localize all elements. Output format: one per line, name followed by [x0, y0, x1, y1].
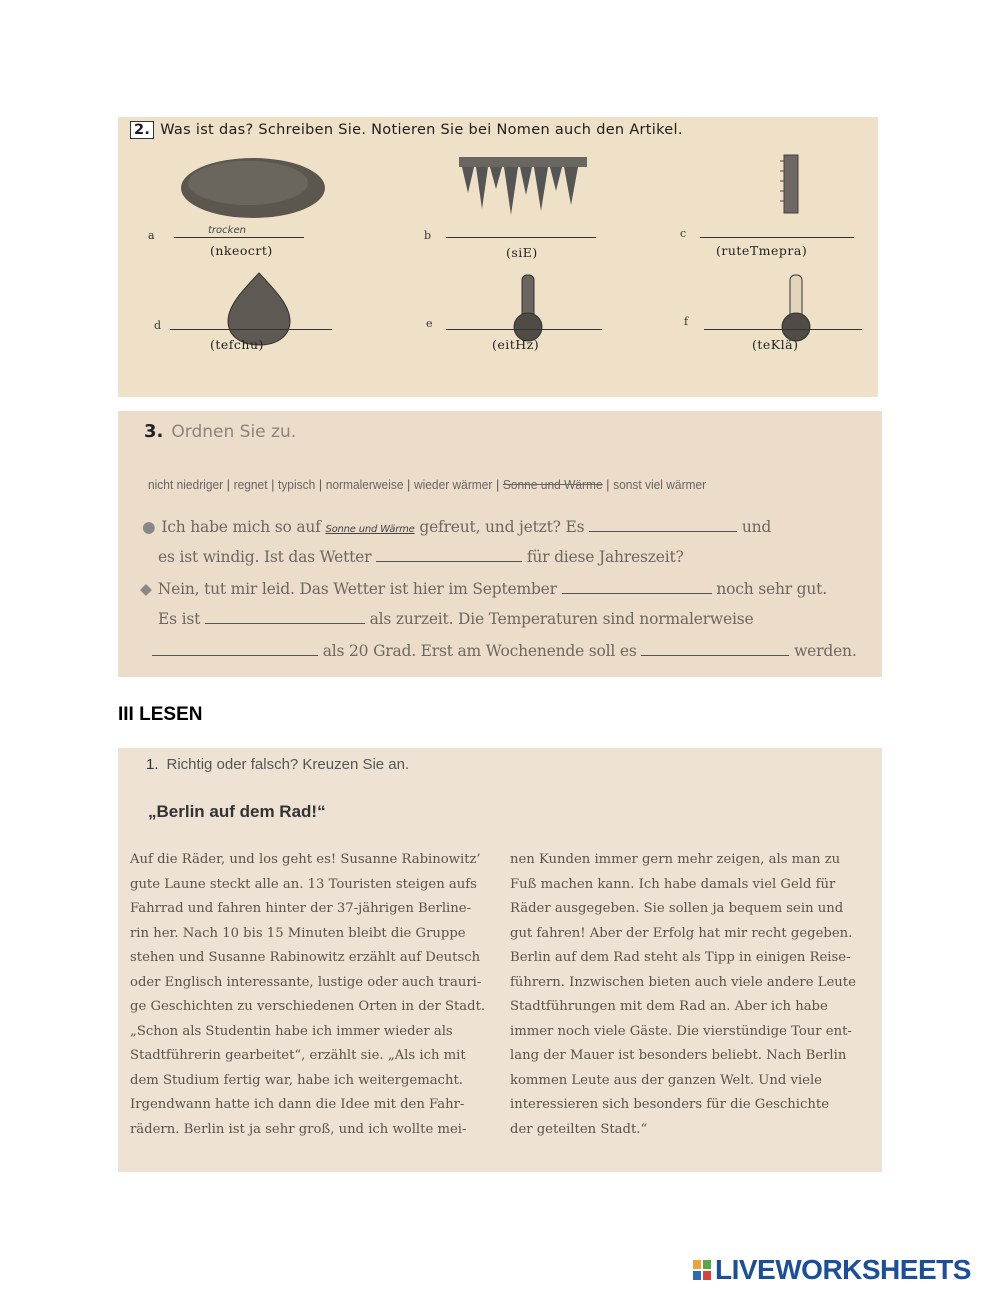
reading-instruction: Richtig oder falsch? Kreuzen Sie an. [166, 756, 410, 773]
article-line: führern. Inzwischen bieten auch viele andere Leute [510, 974, 856, 990]
dialog-text: werden. [794, 642, 857, 660]
article-line: Fuß machen kann. Ich habe damals viel Geld für [510, 876, 836, 892]
item-d [148, 267, 378, 397]
article-line: stehen und Susanne Rabinowitz erzählt auf Deutsch [130, 950, 481, 965]
article-line: rin her. Nach 10 bis 15 Minuten bleibt die Gruppe [130, 925, 466, 941]
article-column-right [510, 848, 870, 1142]
exercise-2-panel [118, 117, 878, 397]
liveworksheets-logo [692, 1254, 971, 1286]
word-bank-item: wieder wärmer [413, 477, 493, 492]
word-bank: nicht niedriger | regnet | typisch | normalerweise | wieder wärmer | Sonne und Wärme | sonst viel wärmer [148, 477, 707, 492]
section-title: III LESEN [118, 704, 203, 725]
item-a-hint: (nkeocrt) [210, 243, 273, 258]
article-line: Irgendwann hatte ich dann die Idee mit den Fahr- [130, 1097, 465, 1112]
article-line: Berlin auf dem Rad steht als Tipp in einigen Reise- [510, 950, 851, 965]
article-line: der geteilten Stadt.“ [510, 1121, 648, 1137]
article-line: Auf die Räder, und los geht es! Susanne Rabinowitz’ [130, 852, 481, 867]
article-line: lang der Mauer ist besonders beliebt. Nach Berlin [510, 1048, 847, 1063]
dialog-text: als 20 Grad. Erst am Wochenende soll es [322, 642, 637, 660]
dialog-text: als zurzeit. Die Temperaturen sind normalerweise [369, 610, 754, 628]
article-line: Räder ausgegeben. Sie sollen ja bequem sein und [510, 901, 844, 916]
gap-3[interactable] [376, 547, 522, 562]
dialog-text: für diese Jahreszeit? [526, 548, 684, 566]
exercise-2-heading [130, 121, 683, 139]
article-column-left [130, 848, 488, 1142]
dialog-line-2 [158, 547, 684, 566]
item-b-hint: (siE) [506, 245, 538, 260]
exercise-3-panel [118, 411, 882, 677]
dialog-line-1 [142, 517, 771, 536]
exercise-2-instruction: Was ist das? Schreiben Sie. Notieren Sie bei Nomen auch den Artikel. [160, 122, 683, 138]
speaker-diamond-icon: ◆ [140, 580, 152, 598]
item-c-hint: (ruteTmepra) [716, 243, 808, 258]
reading-heading [146, 756, 409, 773]
item-a [148, 147, 378, 277]
gap-1-filled[interactable]: Sonne und Wärme [325, 524, 415, 535]
item-e-letter: e [426, 317, 433, 330]
item-e [424, 267, 654, 397]
word-bank-item: sonst viel wärmer [613, 477, 707, 492]
article-line: oder Englisch interessante, lustige oder auch trauri- [130, 974, 482, 990]
item-f [678, 267, 908, 397]
article-line: „Schon als Studentin habe ich immer wieder als [130, 1023, 453, 1039]
gap-5[interactable] [205, 609, 365, 624]
thermometer-icon [770, 151, 810, 221]
item-b-answer-line[interactable] [446, 221, 596, 238]
word-bank-item: regnet [233, 477, 268, 492]
item-a-letter: a [148, 229, 155, 242]
dialog-text: Ich habe mich so auf [161, 518, 321, 536]
article-line: immer noch viele Gäste. Die vierstündige Tour ent- [510, 1023, 852, 1039]
dialog-text: Nein, tut mir leid. Das Wetter ist hier im September [157, 580, 557, 598]
word-bank-item: normalerweise [325, 477, 404, 492]
logo-text: LIVEWORKSHEETS [715, 1254, 971, 1285]
item-f-hint: (teKlä) [752, 337, 799, 352]
article-line: Stadtführungen mit dem Rad an. Aber ich habe [510, 999, 828, 1014]
item-c-letter: c [680, 227, 687, 240]
icicles-icon [454, 153, 594, 223]
exercise-3-number: 3. [144, 421, 164, 442]
reading-panel [118, 748, 882, 1172]
word-bank-item-used: Sonne und Wärme [502, 477, 603, 492]
item-d-hint: (tefchu) [210, 337, 264, 352]
gap-7[interactable] [641, 641, 789, 656]
article-line: Fahrrad und fahren hinter der 37-jährigen Berline- [130, 901, 472, 916]
word-bank-item: nicht niedriger [148, 477, 224, 492]
article-title: „Berlin auf dem Rad!“ [148, 802, 326, 821]
item-c [678, 147, 908, 277]
dialog-text: gefreut, und jetzt? Es [419, 518, 585, 536]
item-a-answer: trocken [208, 225, 246, 236]
item-f-answer-line[interactable] [704, 313, 862, 330]
item-d-letter: d [154, 319, 162, 332]
gap-2[interactable] [589, 517, 737, 532]
dialog-text: noch sehr gut. [716, 580, 827, 598]
liveworksheets-icon [692, 1259, 712, 1281]
item-c-answer-line[interactable] [700, 221, 854, 238]
exercise-3-heading [144, 421, 296, 442]
article-line: gute Laune steckt alle an. 13 Touristen steigen aufs [130, 876, 477, 892]
article-line: rädern. Berlin ist ja sehr groß, und ich wollte mei- [130, 1121, 467, 1137]
article-line: nen Kunden immer gern mehr zeigen, als man zu [510, 852, 841, 867]
article-line: ge Geschichten zu verschiedenen Orten in der Stadt. [130, 999, 486, 1014]
item-b-letter: b [424, 229, 432, 242]
item-e-answer-line[interactable] [446, 313, 602, 330]
exercise-3-instruction: Ordnen Sie zu. [171, 422, 297, 442]
exercise-2-number: 2. [130, 121, 154, 139]
item-e-hint: (eitHz) [492, 337, 540, 352]
word-bank-item: typisch [278, 477, 316, 492]
reading-number: 1. [146, 756, 159, 773]
dialog-text: Es ist [158, 610, 201, 628]
article-line: Stadtführerin gearbeitet“, erzählt sie. „Als ich mit [130, 1048, 466, 1063]
dialog-text: es ist windig. Ist das Wetter [158, 548, 372, 566]
article-line: interessieren sich besonders für die Geschichte [510, 1097, 829, 1112]
dialog-line-5 [152, 641, 857, 660]
item-f-letter: f [684, 315, 689, 328]
cold-thermometer-icon [772, 273, 822, 343]
dry-ground-icon [178, 153, 328, 223]
dialog-line-4 [158, 609, 753, 628]
item-b [424, 147, 654, 277]
gap-4[interactable] [562, 579, 712, 594]
article-line: kommen Leute aus der ganzen Welt. Und viele [510, 1072, 822, 1088]
article-line: gut fahren! Aber der Erfolg hat mir recht gegeben. [510, 925, 853, 941]
hot-thermometer-icon [504, 273, 554, 343]
article-line: dem Studium fertig war, habe ich weitergemacht. [130, 1072, 463, 1088]
item-d-answer-line[interactable] [170, 313, 332, 330]
speaker-dot-icon: ● [142, 518, 156, 536]
gap-6[interactable] [152, 641, 318, 656]
dialog-text: und [741, 518, 772, 536]
dialog-line-3 [140, 579, 827, 598]
